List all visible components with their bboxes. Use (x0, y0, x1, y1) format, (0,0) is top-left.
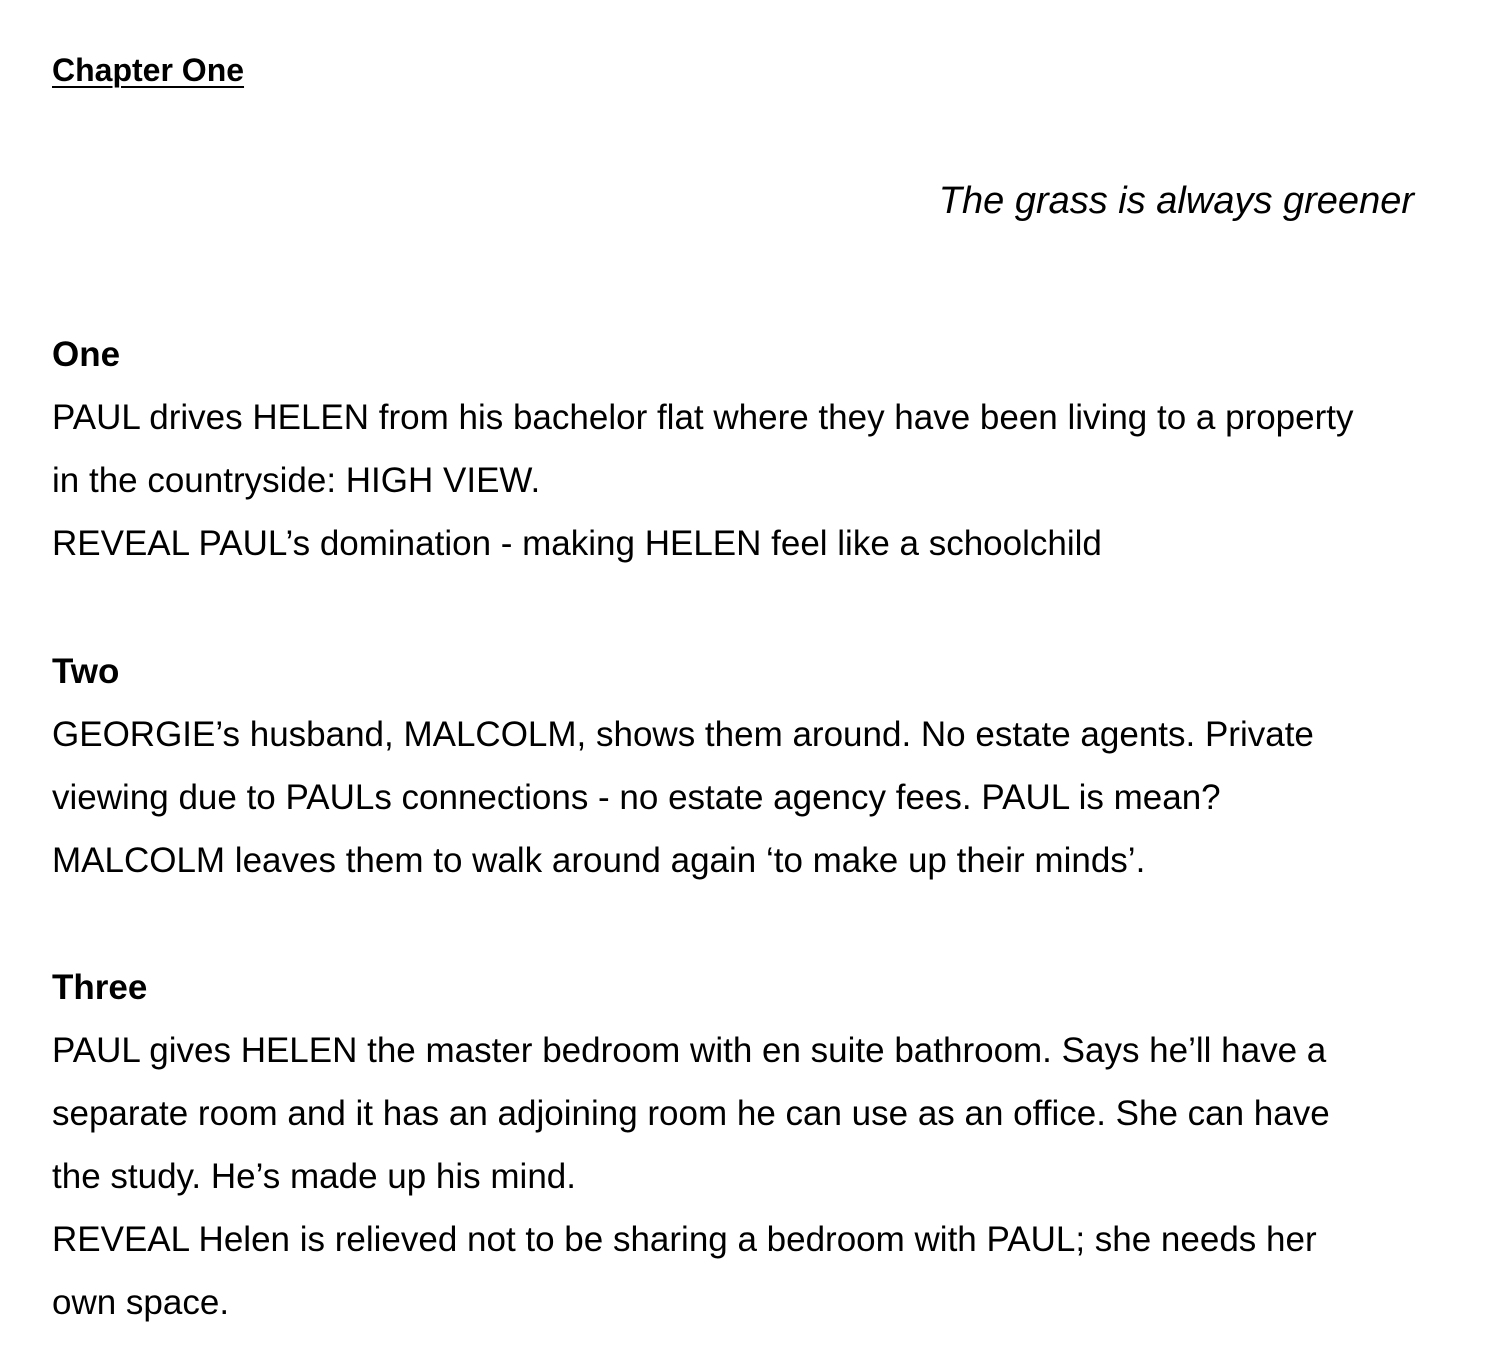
paragraph-line: GEORGIE’s husband, MALCOLM, shows them around. No estate agents. Private (52, 715, 1314, 754)
paragraph-line: viewing due to PAULs connections - no estate agency fees. PAUL is mean? (52, 778, 1221, 817)
epigraph: The grass is always greener (938, 180, 1414, 222)
section-two (52, 640, 1432, 892)
section-heading: Three (52, 968, 148, 1007)
paragraph-line: the study. He’s made up his mind. (52, 1157, 576, 1196)
section-three (52, 956, 1432, 1334)
section-heading: Two (52, 652, 120, 691)
paragraph-line: REVEAL PAUL’s domination - making HELEN feel like a schoolchild (52, 524, 1102, 563)
paragraph-line: in the countryside: HIGH VIEW. (52, 461, 541, 500)
paragraph-line: MALCOLM leaves them to walk around again ‘to make up their minds’. (52, 841, 1146, 880)
paragraph-line: PAUL gives HELEN the master bedroom with en suite bathroom. Says he’ll have a (52, 1031, 1327, 1070)
paragraph-line: PAUL drives HELEN from his bachelor flat where they have been living to a property (52, 398, 1354, 437)
paragraph-line: REVEAL Helen is relieved not to be sharing a bedroom with PAUL; she needs her (52, 1220, 1317, 1259)
chapter-title: Chapter One (52, 52, 245, 88)
paragraph-line: separate room and it has an adjoining room he can use as an office. She can have (52, 1094, 1330, 1133)
section-heading: One (52, 335, 121, 374)
paragraph-line: own space. (52, 1283, 230, 1322)
section-one (52, 323, 1432, 575)
